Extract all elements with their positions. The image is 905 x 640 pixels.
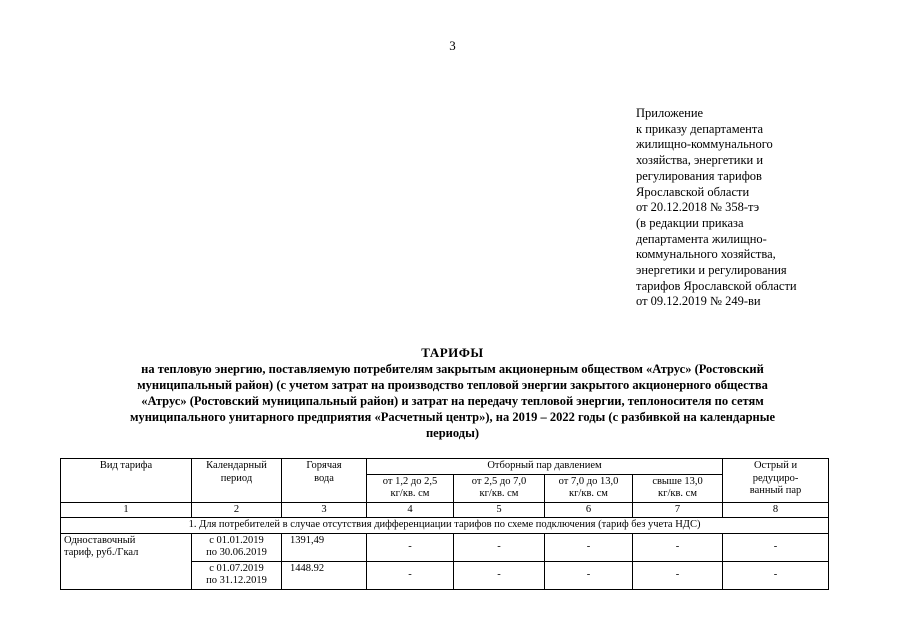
- section-title: 1. Для потребителей в случае отсутствия дифференциации тарифов по схеме подключения (тариф без учета НДС): [61, 518, 829, 534]
- period-cell: с 01.07.2019 по 31.12.2019: [192, 561, 282, 589]
- sharp-steam-value: -: [723, 533, 829, 561]
- document-title: [40, 345, 865, 441]
- appendix-block: [636, 106, 866, 310]
- sharp-steam-value: -: [723, 561, 829, 589]
- appendix-line: Приложение: [636, 106, 704, 120]
- steam-value: -: [454, 533, 545, 561]
- tariff-label: Одноставочный тариф, руб./Гкал: [61, 533, 192, 589]
- title-line: муниципальный район) (с учетом затрат на производство тепловой энергии закрытого акционерного общества: [137, 378, 768, 392]
- column-number: 6: [545, 502, 633, 518]
- steam-value: -: [454, 561, 545, 589]
- hot-water-value: 1448.92: [282, 561, 367, 589]
- header-row: [61, 459, 829, 475]
- appendix-line: коммунального хозяйства,: [636, 247, 776, 262]
- appendix-line: энергетики и регулирования: [636, 263, 787, 278]
- period-cell: с 01.01.2019 по 30.06.2019: [192, 533, 282, 561]
- steam-value: -: [633, 561, 723, 589]
- column-number-row: [61, 502, 829, 518]
- header-hot-water: Горячая вода: [282, 459, 367, 503]
- title-line: периоды): [425, 426, 480, 440]
- column-number: 3: [282, 502, 367, 518]
- appendix-line: Ярославской области: [636, 184, 750, 199]
- appendix-line: (в редакции приказа: [636, 215, 744, 230]
- title-line: на тепловую энергию, поставляемую потребителям закрытым акционерным обществом «Атрус» (Ростовский: [141, 362, 764, 376]
- steam-value: -: [367, 561, 454, 589]
- hot-water-value: 1391,49: [282, 533, 367, 561]
- title-heading: ТАРИФЫ: [421, 345, 484, 360]
- header-period: Календарный период: [192, 459, 282, 503]
- column-number: 5: [454, 502, 545, 518]
- appendix-line: регулирования тарифов: [636, 168, 762, 183]
- header-steam-group: Отборный пар давлением: [367, 459, 723, 475]
- header-tariff-type: Вид тарифа: [61, 459, 192, 503]
- steam-value: -: [545, 561, 633, 589]
- steam-value: -: [633, 533, 723, 561]
- steam-value: -: [545, 533, 633, 561]
- header-steam-col: от 2,5 до 7,0 кг/кв. см: [454, 474, 545, 502]
- page-number: 3: [449, 38, 456, 53]
- appendix-line: от 20.12.2018 № 358-тэ: [636, 200, 760, 215]
- appendix-line: департамента жилищно-: [636, 231, 767, 246]
- title-line: «Атрус» (Ростовский муниципальный район) и затрат на передачу тепловой энергии, теплоносителя по сетям: [141, 394, 764, 408]
- appendix-line: жилищно-коммунального: [636, 137, 773, 152]
- column-number: 2: [192, 502, 282, 518]
- steam-value: -: [367, 533, 454, 561]
- appendix-line: к приказу департамента: [636, 121, 764, 136]
- header-steam-col: свыше 13,0 кг/кв. см: [633, 474, 723, 502]
- column-number: 8: [723, 502, 829, 518]
- header-steam-col: от 1,2 до 2,5 кг/кв. см: [367, 474, 454, 502]
- column-number: 7: [633, 502, 723, 518]
- section-row: [61, 518, 829, 534]
- appendix-line: хозяйства, энергетики и: [636, 153, 764, 168]
- appendix-line: от 09.12.2019 № 249-ви: [636, 294, 761, 309]
- table-row: [61, 533, 829, 561]
- tariffs-table: [60, 458, 829, 590]
- column-number: 1: [61, 502, 192, 518]
- header-steam-col: от 7,0 до 13,0 кг/кв. см: [545, 474, 633, 502]
- column-number: 4: [367, 502, 454, 518]
- appendix-line: тарифов Ярославской области: [636, 278, 797, 293]
- header-sharp-steam: Острый и редуциро- ванный пар: [723, 459, 829, 503]
- title-line: муниципального унитарного предприятия «Расчетный центр»), на 2019 – 2022 годы (с разбивкой на календарные: [129, 410, 776, 424]
